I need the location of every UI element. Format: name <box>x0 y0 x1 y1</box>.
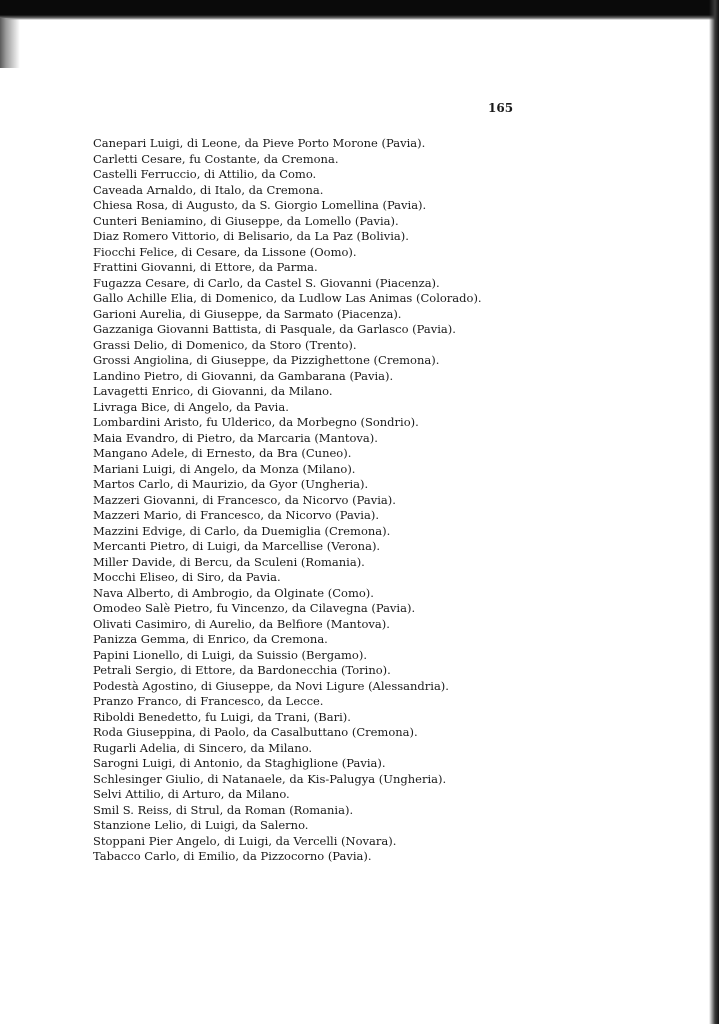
list-item: Diaz Romero Vittorio, di Belisario, da La Paz (Bolivia). <box>93 229 409 243</box>
list-item: Castelli Ferruccio, di Attilio, da Como. <box>93 167 317 181</box>
list-item: Mariani Luigi, di Angelo, da Monza (Milano). <box>93 461 356 476</box>
list-item: Rugarli Adelia, di Sincero, da Milano. <box>93 740 313 755</box>
list-item: Cunteri Beniamino, di Giuseppe, da Lomello (Pavia). <box>93 213 399 228</box>
scan-top-edge <box>0 0 719 20</box>
list-item: Mercanti Pietro, di Luigi, da Marcellise (Verona). <box>93 539 381 553</box>
list-item: Frattini Giovanni, di Ettore, da Parma. <box>93 260 318 274</box>
list-item: Mazzini Edvige, di Carlo, da Duemiglia (Cremona). <box>93 523 391 538</box>
list-item: Papini Lionello, di Luigi, da Suissio (Bergamo). <box>93 647 367 662</box>
list-item: Miller Davide, di Bercu, da Sculeni (Romania). <box>93 554 365 569</box>
list-item: Mazzeri Giovanni, di Francesco, da Nicorvo (Pavia). <box>93 492 396 507</box>
list-item: Carletti Cesare, fu Costante, da Cremona. <box>93 151 339 166</box>
list-item: Olivati Casimiro, di Aurelio, da Belfiore (Mantova). <box>93 616 390 631</box>
list-item: Selvi Attilio, di Arturo, da Milano. <box>93 787 290 801</box>
list-item: Fiocchi Felice, di Cesare, da Lissone (Oomo). <box>93 244 357 259</box>
list-item: Chiesa Rosa, di Augusto, da S. Giorgio Lomellina (Pavia). <box>93 198 427 212</box>
list-item: Gallo Achille Elia, di Domenico, da Ludlow Las Animas (Colorado). <box>93 291 482 305</box>
list-item: Grassi Delio, di Domenico, da Storo (Trento). <box>93 337 357 352</box>
list-item: Riboldi Benedetto, fu Luigi, da Trani, (Bari). <box>93 709 351 724</box>
list-item: Garioni Aurelia, di Giuseppe, da Sarmato (Piacenza). <box>93 306 402 321</box>
list-item: Stanzione Lelio, di Luigi, da Salerno. <box>93 818 309 832</box>
list-item: Panizza Gemma, di Enrico, da Cremona. <box>93 632 328 646</box>
list-item: Stoppani Pier Angelo, di Luigi, da Vercelli (Novara). <box>93 833 397 848</box>
list-item: Mangano Adele, di Ernesto, da Bra (Cuneo). <box>93 446 352 460</box>
list-item: Schlesinger Giulio, di Natanaele, da Kis-Palugya (Ungheria). <box>93 771 447 786</box>
entry-list <box>93 136 482 865</box>
list-item: Fugazza Cesare, di Carlo, da Castel S. Giovanni (Piacenza). <box>93 275 440 290</box>
list-item: Smil S. Reiss, di Strul, da Roman (Romania). <box>93 802 354 817</box>
list-item: Caveada Arnaldo, di Italo, da Cremona. <box>93 182 324 197</box>
list-item: Nava Alberto, di Ambrogio, da Olginate (Como). <box>93 585 374 600</box>
list-item: Mazzeri Mario, di Francesco, da Nicorvo (Pavia). <box>93 508 379 522</box>
scan-right-edge <box>709 0 719 1024</box>
list-item: Martos Carlo, di Maurizio, da Gyor (Ungheria). <box>93 477 369 491</box>
list-item: Petrali Sergio, di Ettore, da Bardonecchia (Torino). <box>93 663 391 677</box>
list-item: Podestà Agostino, di Giuseppe, da Novi Ligure (Alessandria). <box>93 678 449 693</box>
list-item: Lombardini Aristo, fu Ulderico, da Morbegno (Sondrio). <box>93 415 419 429</box>
list-item: Grossi Angiolina, di Giuseppe, da Pizzighettone (Cremona). <box>93 353 440 367</box>
list-item: Landino Pietro, di Giovanni, da Gambarana (Pavia). <box>93 368 394 383</box>
list-item: Mocchi Eliseo, di Siro, da Pavia. <box>93 570 281 584</box>
list-item: Maia Evandro, di Pietro, da Marcaria (Mantova). <box>93 430 378 445</box>
scan-left-edge <box>0 18 20 68</box>
list-item: Omodeo Salè Pietro, fu Vincenzo, da Cilavegna (Pavia). <box>93 601 416 615</box>
list-item: Livraga Bice, di Angelo, da Pavia. <box>93 399 289 414</box>
list-item: Gazzaniga Giovanni Battista, di Pasquale, da Garlasco (Pavia). <box>93 322 456 336</box>
list-item: Lavagetti Enrico, di Giovanni, da Milano. <box>93 384 333 398</box>
page-number: 165 <box>488 101 514 115</box>
list-item: Tabacco Carlo, di Emilio, da Pizzocorno (Pavia). <box>93 849 372 863</box>
list-item: Pranzo Franco, di Francesco, da Lecce. <box>93 694 324 708</box>
list-item: Roda Giuseppina, di Paolo, da Casalbuttano (Cremona). <box>93 725 418 739</box>
list-item: Canepari Luigi, di Leone, da Pieve Porto Morone (Pavia). <box>93 136 426 150</box>
list-item: Sarogni Luigi, di Antonio, da Staghiglione (Pavia). <box>93 756 386 770</box>
